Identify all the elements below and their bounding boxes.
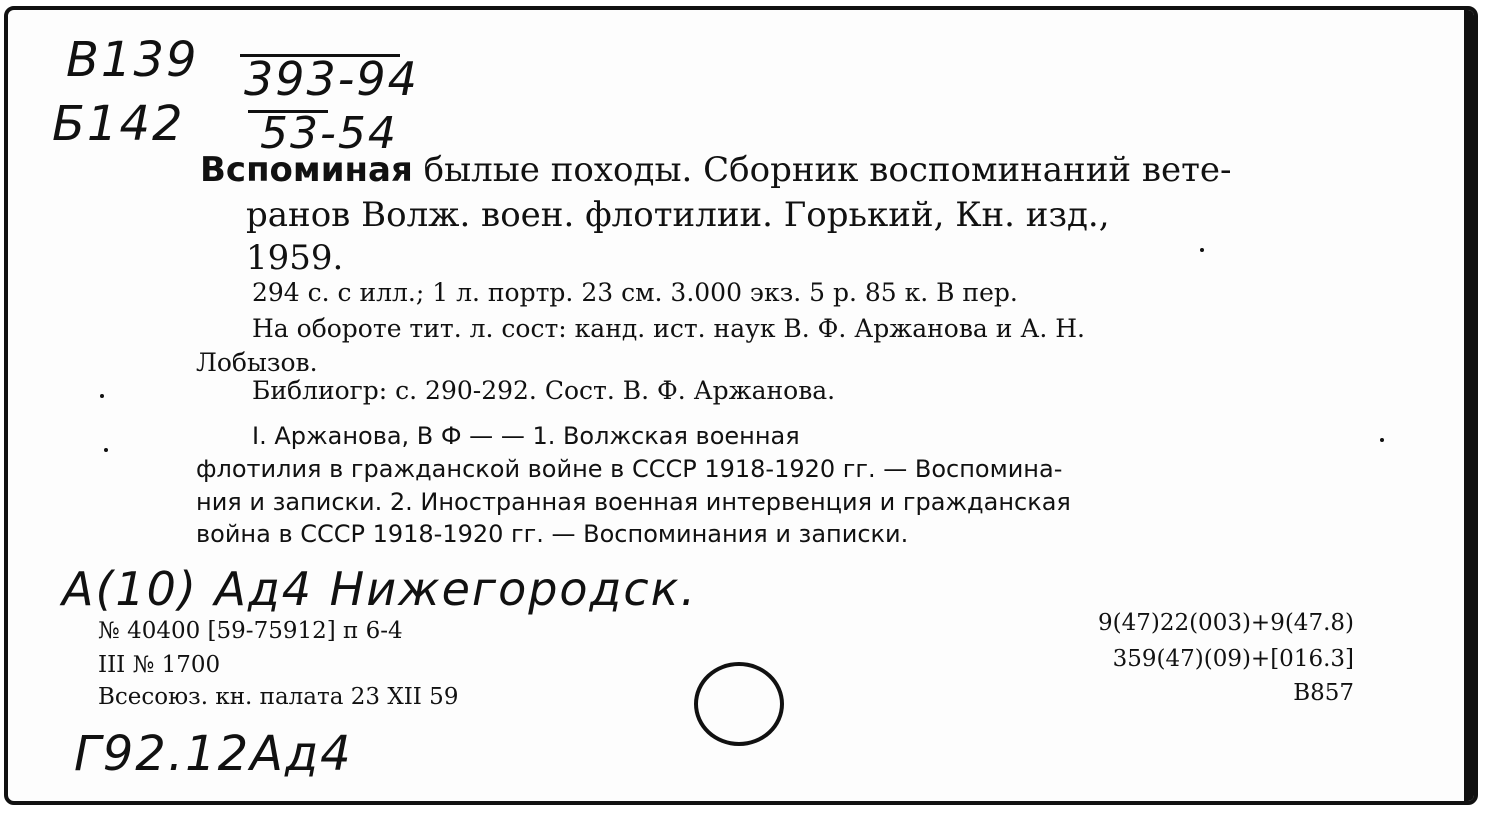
call-number-2: Б142	[52, 96, 185, 152]
physical-description: 294 с. с илл.; 1 л. портр. 23 см. 3.000 экз. 5 р. 85 к. В пер.	[252, 278, 1018, 307]
catalog-card	[4, 6, 1478, 805]
book-chamber: Всесоюз. кн. палата 23 XII 59	[98, 684, 459, 710]
registration-number: № 40400 [59-75912] п 6-4	[98, 618, 403, 644]
speck	[1380, 438, 1384, 442]
fraction-top: 393-94	[244, 52, 419, 106]
speck	[100, 394, 104, 398]
edition-number: III № 1700	[98, 652, 221, 678]
speck	[104, 448, 108, 452]
title-line-3: 1959.	[246, 238, 344, 278]
classification-line-2: 359(47)(09)+[016.3]	[1112, 646, 1354, 672]
title-line-1	[200, 150, 1232, 190]
tracing-line-1: I. Аржанова, В Ф — — 1. Волжская военная	[252, 422, 800, 450]
note-line-1: На обороте тит. л. сост: канд. ист. наук В. Ф. Аржанова и А. Н.	[252, 314, 1085, 343]
bibliography-note: Библиогр: с. 290-292. Сост. В. Ф. Аржанова.	[252, 376, 836, 405]
title-rest: былые походы. Сборник воспоминаний вете-	[412, 150, 1232, 190]
tracing-line-2: флотилия в гражданской войне в СССР 1918-1920 гг. — Воспомина-	[196, 455, 1063, 483]
fraction-bottom: 53-54	[260, 108, 398, 159]
card-edge	[1464, 10, 1474, 801]
tracing-line-3: ния и записки. 2. Иностранная военная интервенция и гражданская	[196, 488, 1071, 516]
bottom-note: Г92.12Ад4	[74, 726, 353, 782]
tracing-line-4: война в СССР 1918-1920 гг. — Воспоминания и записки.	[196, 520, 909, 548]
title-lead: Вспоминая	[200, 150, 413, 190]
punch-hole	[694, 662, 784, 746]
speck	[1200, 248, 1204, 252]
title-line-2: ранов Волж. воен. флотилии. Горький, Кн. изд.,	[246, 195, 1110, 235]
classification-line-3: В857	[1293, 680, 1354, 706]
classification-line-1: 9(47)22(003)+9(47.8)	[1097, 610, 1354, 636]
subject-note: A(10) Ад4 Нижегородск.	[62, 562, 698, 616]
call-number-1: В139	[66, 32, 199, 88]
note-line-2: Лобызов.	[196, 348, 318, 377]
